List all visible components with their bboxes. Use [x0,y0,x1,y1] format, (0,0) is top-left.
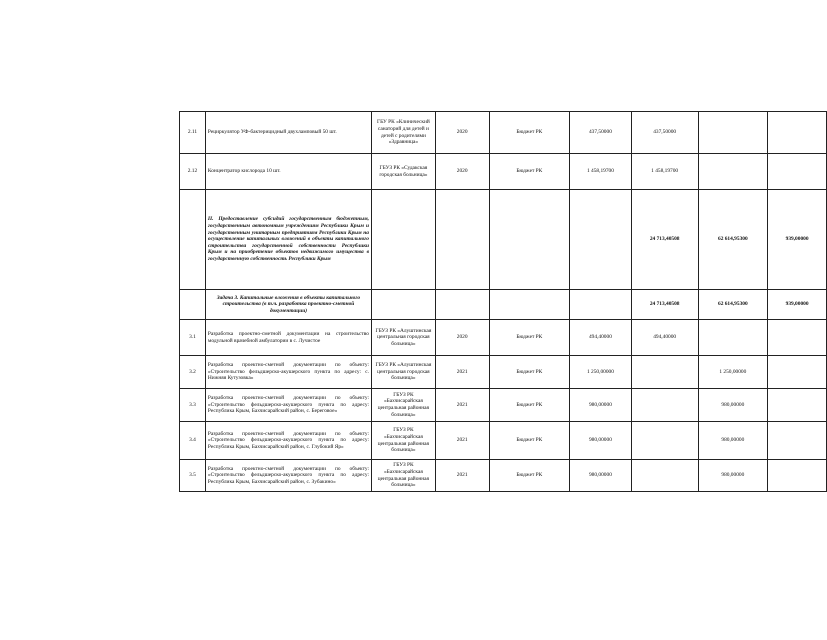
row-year: 2021 [435,356,489,389]
row-name: Концентратор кислорода 10 шт. [205,154,371,190]
row-year [435,290,489,320]
row-2021 [698,154,768,190]
row-total [570,190,632,290]
row-executor [371,190,435,290]
row-2021 [698,320,768,356]
row-executor: ГБУЗ РК «Бахчисарайская центральная районная больница» [371,389,435,422]
row-number: 3.1 [180,320,206,356]
row-2020: 1 458,19700 [631,154,698,190]
row-2022: 939,00000 [768,190,827,290]
row-2021: 1 250,00000 [698,356,768,389]
row-total: 980,00000 [570,422,632,460]
row-total: 980,00000 [570,460,632,492]
row-2021: 980,00000 [698,389,768,422]
row-source: Бюджет РК [489,154,570,190]
budget-table [179,111,827,492]
row-number: 3.2 [180,356,206,389]
row-2022 [768,154,827,190]
section-title: II. Предоставление субсидий государственным бюджетным, государственным автономным учреждениям Республики Крым и государственным унитарным предприятиям Республики Крым на осуществление капитальных вложений в объекты капитального строительства государственной собственности Республики Крым и на приобретение объектов недвижимого имущества в государственную собственность Республики Крым [205,190,371,290]
row-total: 1 458,19700 [570,154,632,190]
row-name: Разработка проектно-сметной документации по объекту: «Строительство фельдшерско-акушерского пункта по адресу: с. Нижняя Кутузовка» [205,356,371,389]
row-2021: 980,00000 [698,422,768,460]
row-executor: ГБУЗ РК «Судакская городская больница» [371,154,435,190]
row-2021 [698,112,768,154]
row-source: Бюджет РК [489,112,570,154]
row-2020: 494,40000 [631,320,698,356]
row-year [435,190,489,290]
row-name: Разработка проектно-сметной документации на строительство модульной врачебной амбулатории в с. Лучистое [205,320,371,356]
row-2021: 62 614,95300 [698,190,768,290]
row-2022 [768,422,827,460]
table-row [180,356,827,389]
row-name: Разработка проектно-сметной документации по объекту: «Строительство фельдшерско-акушерского пункта по адресу: Республика Крым, Бахчисарайский район, с. Зубакино» [205,460,371,492]
row-executor: ГБУЗ РК «Алуштинская центральная городская больница» [371,356,435,389]
row-2020: 24 713,40508 [631,290,698,320]
row-year: 2020 [435,320,489,356]
row-2021: 62 614,95300 [698,290,768,320]
row-year: 2021 [435,422,489,460]
row-total: 437,50000 [570,112,632,154]
row-executor [371,290,435,320]
table-row [180,422,827,460]
row-number: 3.3 [180,389,206,422]
row-source: Бюджет РК [489,460,570,492]
row-2020: 24 713,40508 [631,190,698,290]
task-title: Задача 3. Капитальные вложения в объекты капитального строительства (в т.ч. разработка проектно-сметной документации) [205,290,371,320]
row-2022: 939,00000 [768,290,827,320]
table-row [180,112,827,154]
section-row [180,190,827,290]
row-name: Разработка проектно-сметной документации по объекту: «Строительство фельдшерско-акушерского пункта по адресу: Республика Крым, Бахчисарайский район, с. Береговое» [205,389,371,422]
row-number [180,190,206,290]
task-row [180,290,827,320]
row-number: 3.4 [180,422,206,460]
row-year: 2020 [435,112,489,154]
row-2020 [631,422,698,460]
row-executor: ГБУ РК «Клинический санаторий для детей и детей с родителями «Здравница» [371,112,435,154]
row-source: Бюджет РК [489,356,570,389]
row-year: 2021 [435,460,489,492]
row-year: 2020 [435,154,489,190]
row-year: 2021 [435,389,489,422]
row-executor: ГБУЗ РК «Бахчисарайская центральная районная больница» [371,460,435,492]
row-number: 3.5 [180,460,206,492]
row-2020 [631,389,698,422]
row-total: 1 250,00000 [570,356,632,389]
row-source [489,290,570,320]
table-row [180,460,827,492]
row-number: 2.12 [180,154,206,190]
row-total [570,290,632,320]
row-2022 [768,389,827,422]
table-row [180,389,827,422]
row-number [180,290,206,320]
table-row [180,154,827,190]
row-source: Бюджет РК [489,389,570,422]
row-total: 980,00000 [570,389,632,422]
row-2020: 437,50000 [631,112,698,154]
row-2022 [768,460,827,492]
row-source [489,190,570,290]
table-row [180,320,827,356]
row-2022 [768,112,827,154]
row-source: Бюджет РК [489,422,570,460]
row-executor: ГБУЗ РК «Алуштинская центральная городская больница» [371,320,435,356]
row-name: Разработка проектно-сметной документации по объекту: «Строительство фельдшерско-акушерского пункта по адресу: Республика Крым, Бахчисарайский район, с. Глубокий Яр» [205,422,371,460]
row-number: 2.11 [180,112,206,154]
row-2020 [631,356,698,389]
row-2022 [768,320,827,356]
row-2021: 980,00000 [698,460,768,492]
row-total: 494,40000 [570,320,632,356]
row-name: Рециркулятор УФ-бактерицидный двухламповый 50 шт. [205,112,371,154]
row-source: Бюджет РК [489,320,570,356]
row-executor: ГБУЗ РК «Бахчисарайская центральная районная больница» [371,422,435,460]
row-2020 [631,460,698,492]
row-2022 [768,356,827,389]
